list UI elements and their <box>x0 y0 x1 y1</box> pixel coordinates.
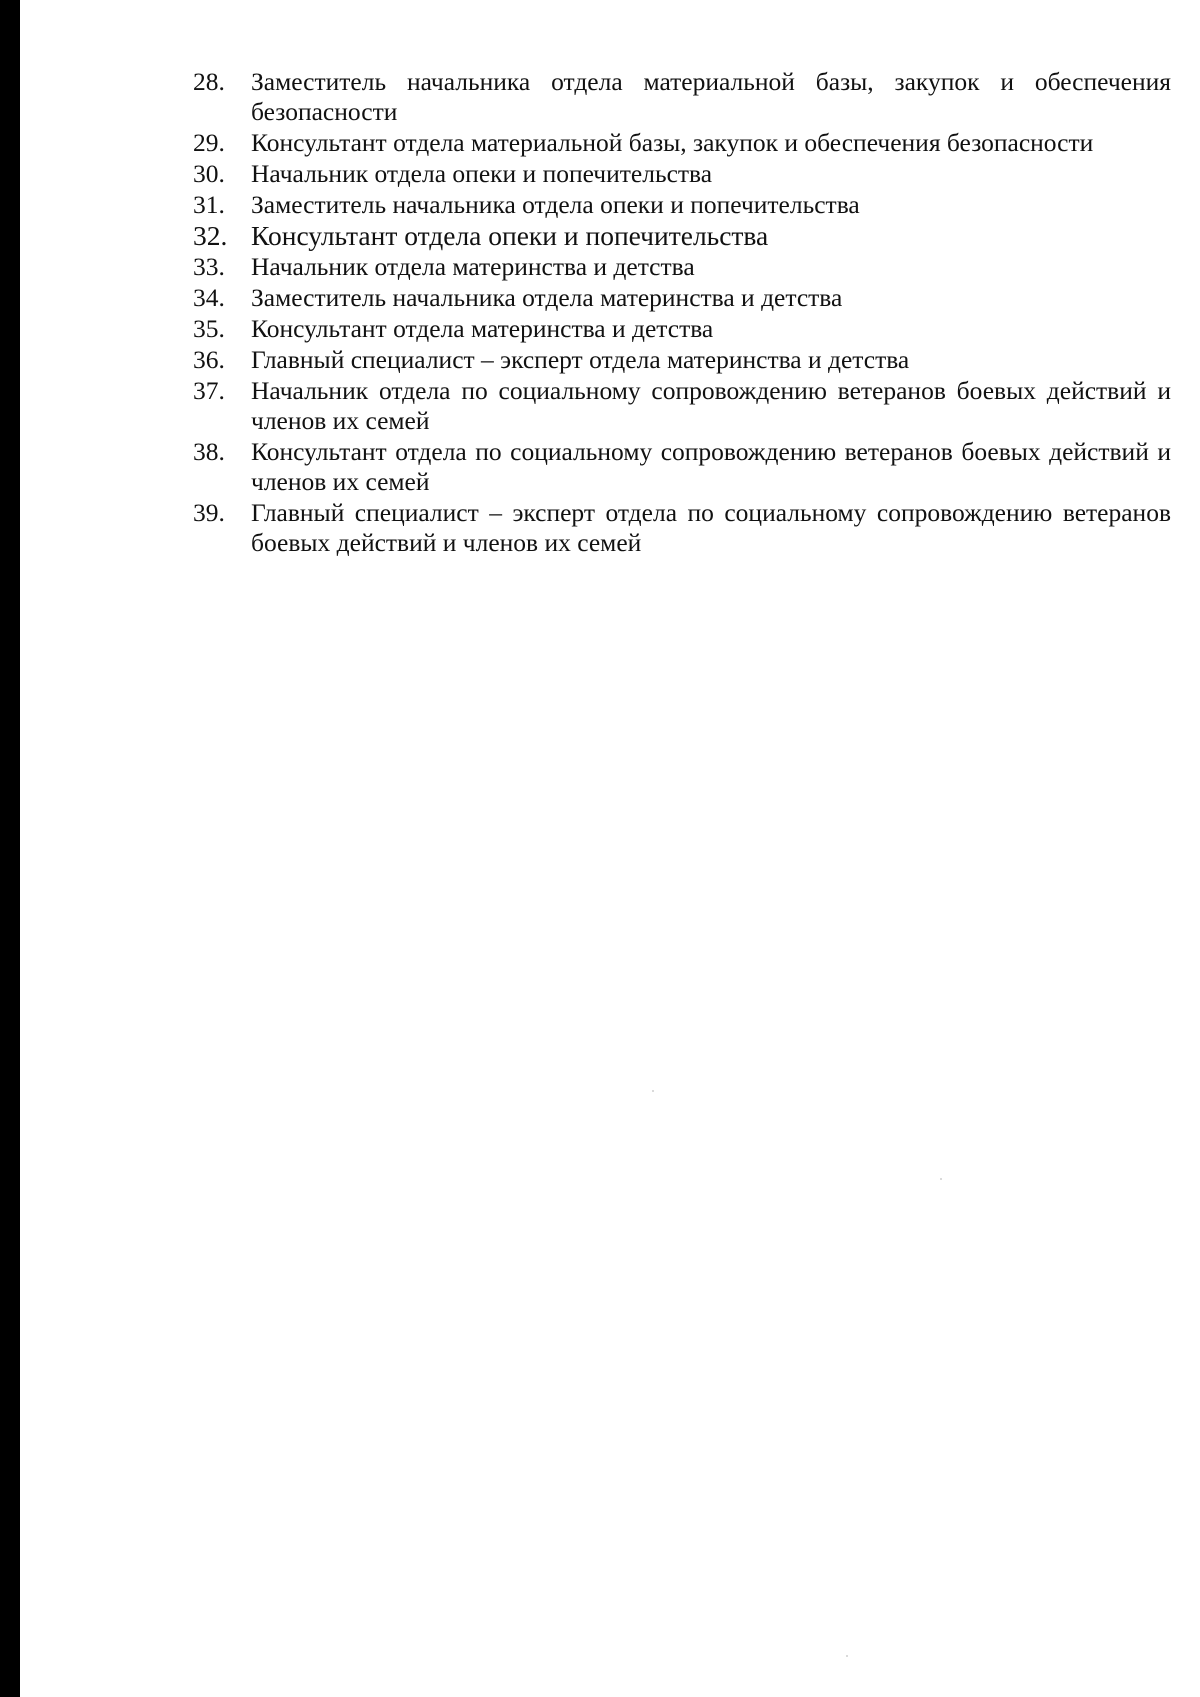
item-number: 39. <box>193 498 225 527</box>
item-text: Консультант отдела материнства и детства <box>251 314 714 343</box>
item-text: Консультант отдела по социальному сопровождению ветеранов боевых действий и членов их семей <box>251 437 1171 496</box>
item-number: 28. <box>193 67 225 96</box>
item-number: 38. <box>193 437 225 466</box>
list-item <box>193 159 1171 189</box>
item-number: 35. <box>193 314 225 343</box>
scan-dark-edge <box>0 0 20 1697</box>
item-number: 33. <box>193 252 225 281</box>
list-item <box>193 252 1171 282</box>
list-item <box>193 498 1171 558</box>
item-text: Консультант отдела материальной базы, закупок и обеспечения безопасности <box>251 128 1094 157</box>
item-text: Главный специалист – эксперт отдела материнства и детства <box>251 345 910 374</box>
item-number: 36. <box>193 345 225 374</box>
item-text: Начальник отдела материнства и детства <box>251 252 695 281</box>
item-number: 37. <box>193 376 225 405</box>
scan-speck <box>652 1090 654 1092</box>
list-item <box>193 190 1171 220</box>
item-text: Консультант отдела опеки и попечительства <box>251 220 769 251</box>
position-list <box>193 67 1171 559</box>
item-text: Главный специалист – эксперт отдела по социальному сопровождению ветеранов боевых действий и членов их семей <box>251 498 1171 557</box>
list-item <box>193 67 1171 127</box>
list-item <box>193 128 1171 158</box>
list-item <box>193 283 1171 313</box>
item-text: Начальник отдела опеки и попечительства <box>251 159 713 188</box>
list-item <box>193 221 1171 251</box>
item-number: 31. <box>193 190 225 219</box>
scan-speck <box>846 1655 848 1657</box>
item-number: 30. <box>193 159 225 188</box>
item-number: 29. <box>193 128 225 157</box>
scan-speck <box>940 1178 942 1180</box>
list-item <box>193 437 1171 497</box>
item-number: 32. <box>193 220 228 251</box>
list-item <box>193 376 1171 436</box>
item-text: Заместитель начальника отдела материальной базы, закупок и обеспечения безопасности <box>251 67 1171 126</box>
item-text: Начальник отдела по социальному сопровождению ветеранов боевых действий и членов их семей <box>251 376 1171 435</box>
item-text: Заместитель начальника отдела материнства и детства <box>251 283 843 312</box>
item-text: Заместитель начальника отдела опеки и попечительства <box>251 190 860 219</box>
item-number: 34. <box>193 283 225 312</box>
list-item <box>193 314 1171 344</box>
list-item <box>193 345 1171 375</box>
